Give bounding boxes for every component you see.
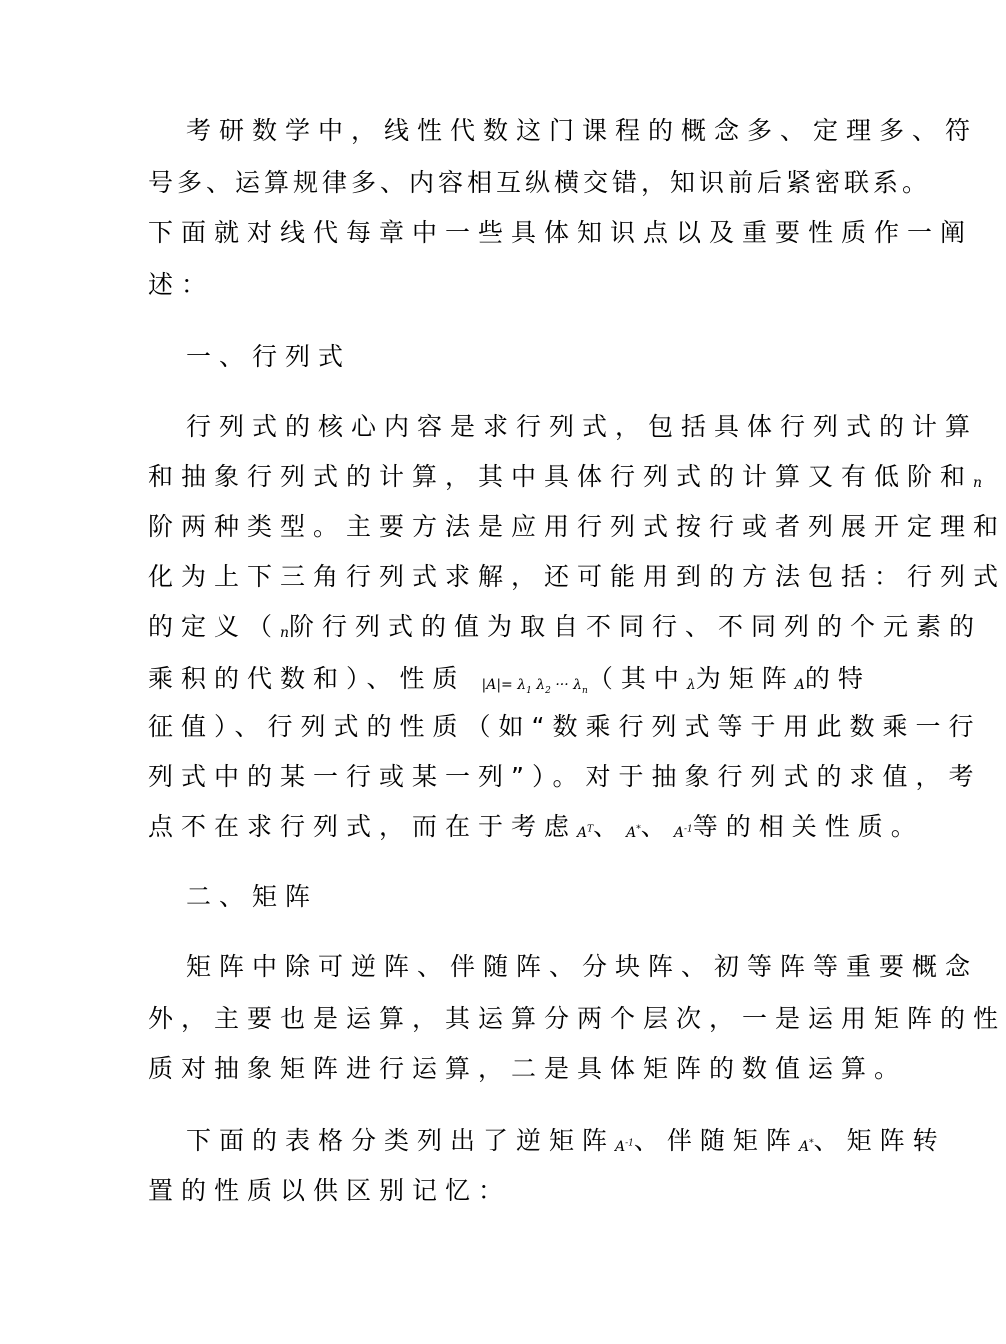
det-line-9-sep1: 、 xyxy=(593,812,627,841)
det-line-9-head: 点不在求行列式，而在于考虑 xyxy=(148,812,578,841)
math-A-transpose: $A^T$ xyxy=(577,824,594,841)
det-line-9 xyxy=(148,810,924,844)
det-line-8: 列式中的某一行或某一列”）。对于抽象行列式的求值，考 xyxy=(148,762,982,791)
table-intro-tail: 、矩阵转 xyxy=(813,1126,946,1155)
det-line-3: 阶两种类型。主要方法是应用行列式按行或者列展开定理和 xyxy=(148,512,1006,541)
section-heading-matrix: 二、矩阵 xyxy=(186,882,319,911)
intro-line-1: 考研数学中，线性代数这门课程的概念多、定理多、符 xyxy=(186,116,979,145)
det-line-4: 化为上下三角行列式求解，还可能用到的方法包括：行列式 xyxy=(148,562,1006,591)
det-line-5-head: 的定义（ xyxy=(148,612,281,641)
math-lambda-i: λ xyxy=(686,677,696,693)
table-intro-line-2: 置的性质以供区别记忆： xyxy=(148,1176,512,1205)
det-line-1: 行列式的核心内容是求行列式，包括具体行列式的计算 xyxy=(186,412,979,441)
det-line-6-mid2: 为矩阵 xyxy=(695,664,795,693)
math-det-eigen-product: $|A|= \lambda_1$ $\lambda_2$ ··· $\lambda_n$ xyxy=(481,677,588,696)
intro-line-4: 述： xyxy=(148,270,215,299)
table-intro-head: 下面的表格分类列出了逆矩阵 xyxy=(186,1126,616,1155)
math-A-adjoint: A* xyxy=(626,824,641,841)
det-line-2 xyxy=(148,460,982,494)
math-A-inverse-2: $A^{-1}$ xyxy=(615,1138,634,1155)
intro-line-2: 号多、运算规律多、内容相互纵横交错，知识前后紧密联系。 xyxy=(148,168,932,197)
det-line-6-tail: 的特 xyxy=(804,664,871,693)
math-n: n xyxy=(973,475,983,491)
det-line-9-sep2: 、 xyxy=(640,812,674,841)
math-n-inline: n xyxy=(280,625,290,641)
matrix-line-3: 质对抽象矩阵进行运算，二是具体矩阵的数值运算。 xyxy=(148,1054,908,1083)
det-line-6-head: 乘积的代数和）、性质 xyxy=(148,664,466,693)
intro-line-3: 下面就对线代每章中一些具体知识点以及重要性质作一阐 xyxy=(148,218,974,247)
math-A-inverse: $A^{-1}$ xyxy=(673,824,693,841)
det-line-6 xyxy=(148,662,871,696)
matrix-line-1: 矩阵中除可逆阵、伴随阵、分块阵、初等阵等重要概念 xyxy=(186,952,979,981)
section-heading-determinant: 一、行列式 xyxy=(186,342,352,371)
det-line-5 xyxy=(148,610,982,644)
table-intro-sep1: 、伴随矩阵 xyxy=(633,1126,799,1155)
det-line-9-tail: 等的相关性质。 xyxy=(692,812,924,841)
det-line-2-text: 和抽象行列式的计算，其中具体行列式的计算又有低阶和 xyxy=(148,462,974,491)
matrix-line-2: 外，主要也是运算，其运算分两个层次，一是运用矩阵的性 xyxy=(148,1004,1006,1033)
table-intro-line-1 xyxy=(186,1124,946,1158)
math-A-adjoint-2: A* xyxy=(798,1138,814,1155)
det-line-7: 征值）、行列式的性质（如“数乘行列式等于用此数乘一行 xyxy=(148,712,982,741)
det-line-5-tail: 阶行列式的值为取自不同行、不同列的个元素的 xyxy=(289,612,983,641)
det-line-6-mid: （其中 xyxy=(587,664,687,693)
math-A: A xyxy=(794,677,805,693)
